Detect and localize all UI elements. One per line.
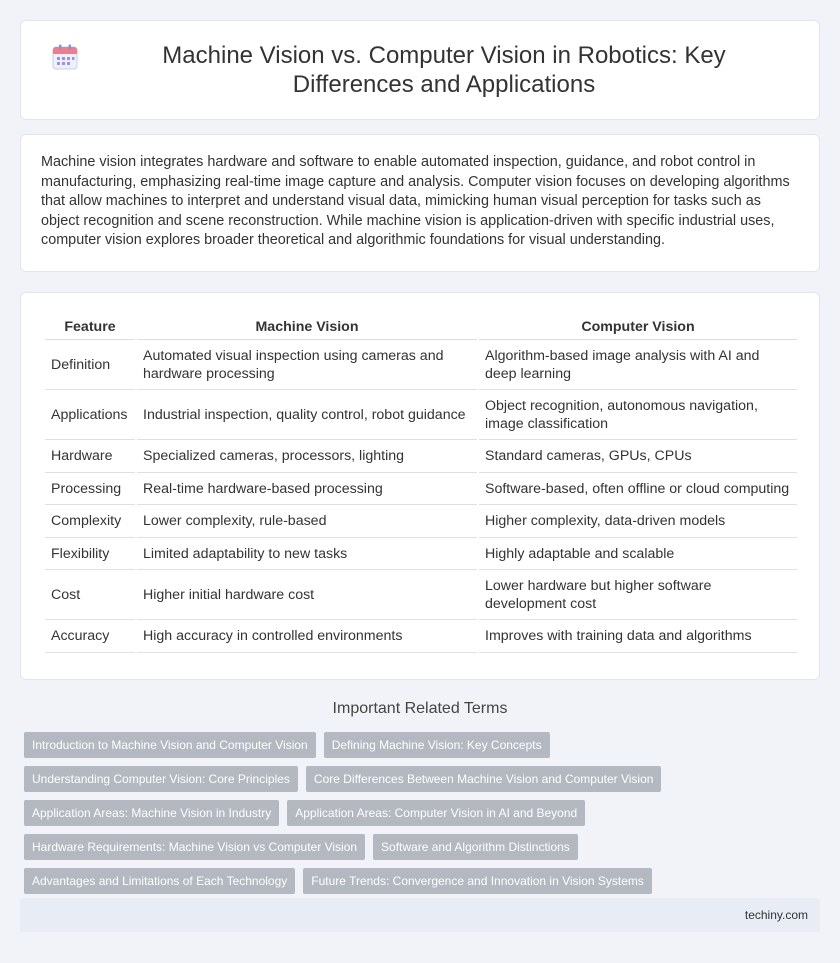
table-row: [45, 572, 797, 620]
machine-vision-cell: Higher initial hardware cost: [137, 572, 477, 620]
table-row: [45, 342, 797, 390]
related-term-tag[interactable]: Advantages and Limitations of Each Technology: [24, 868, 295, 894]
computer-vision-cell: Higher complexity, data-driven models: [479, 507, 797, 538]
related-term-tag[interactable]: Hardware Requirements: Machine Vision vs Computer Vision: [24, 834, 365, 860]
machine-vision-cell: High accuracy in controlled environments: [137, 622, 477, 653]
comparison-table-card: [20, 292, 820, 680]
computer-vision-cell: Object recognition, autonomous navigation, image classification: [479, 392, 797, 440]
related-terms-heading: Important Related Terms: [332, 700, 508, 717]
feature-cell: Processing: [45, 475, 135, 506]
footer: [20, 898, 820, 932]
feature-cell: Definition: [45, 342, 135, 390]
tag-row: [24, 834, 820, 860]
feature-cell: Complexity: [45, 507, 135, 538]
tag-row: [24, 766, 820, 792]
column-header-computer-vision: Computer Vision: [479, 315, 797, 340]
computer-vision-cell: Improves with training data and algorithms: [479, 622, 797, 653]
intro-paragraph: Machine vision integrates hardware and software to enable automated inspection, guidance, and robot control in manufacturing, emphasizing real-time image capture and analysis. Computer vision focuses on developing algorithms that allow machines to interpret and understand visual data, mimicking human visual perception for tasks such as object recognition and scene reconstruction. While machine vision is application-driven with specific industrial uses, computer vision explores broader theoretical and algorithmic foundations for visual understanding.: [41, 154, 790, 249]
table-row: [45, 392, 797, 440]
calendar-icon: [51, 43, 79, 71]
column-header-machine-vision: Machine Vision: [137, 315, 477, 340]
tag-row: [24, 732, 820, 758]
table-row: [45, 442, 797, 473]
column-header-feature: Feature: [45, 315, 135, 340]
related-term-tag[interactable]: Application Areas: Machine Vision in Industry: [24, 800, 279, 826]
machine-vision-cell: Automated visual inspection using cameras and hardware processing: [137, 342, 477, 390]
footer-site-link[interactable]: techiny.com: [744, 908, 808, 922]
related-term-tag[interactable]: Defining Machine Vision: Key Concepts: [324, 732, 550, 758]
header-card: [20, 20, 820, 120]
related-terms-list: [24, 732, 820, 902]
related-term-tag[interactable]: Understanding Computer Vision: Core Principles: [24, 766, 298, 792]
computer-vision-cell: Lower hardware but higher software development cost: [479, 572, 797, 620]
related-term-tag[interactable]: Application Areas: Computer Vision in AI and Beyond: [287, 800, 585, 826]
table-row: [45, 507, 797, 538]
related-term-tag[interactable]: Future Trends: Convergence and Innovation in Vision Systems: [303, 868, 652, 894]
computer-vision-cell: Standard cameras, GPUs, CPUs: [479, 442, 797, 473]
feature-cell: Cost: [45, 572, 135, 620]
table-header-row: [45, 315, 797, 340]
table-row: [45, 540, 797, 571]
intro-card: [20, 134, 820, 272]
machine-vision-cell: Industrial inspection, quality control, robot guidance: [137, 392, 477, 440]
machine-vision-cell: Lower complexity, rule-based: [137, 507, 477, 538]
machine-vision-cell: Real-time hardware-based processing: [137, 475, 477, 506]
tag-row: [24, 868, 820, 894]
machine-vision-cell: Limited adaptability to new tasks: [137, 540, 477, 571]
computer-vision-cell: Algorithm-based image analysis with AI and deep learning: [479, 342, 797, 390]
computer-vision-cell: Highly adaptable and scalable: [479, 540, 797, 571]
table-row: [45, 622, 797, 653]
machine-vision-cell: Specialized cameras, processors, lighting: [137, 442, 477, 473]
related-term-tag[interactable]: Introduction to Machine Vision and Computer Vision: [24, 732, 316, 758]
feature-cell: Flexibility: [45, 540, 135, 571]
feature-cell: Applications: [45, 392, 135, 440]
related-term-tag[interactable]: Core Differences Between Machine Vision and Computer Vision: [306, 766, 662, 792]
computer-vision-cell: Software-based, often offline or cloud computing: [479, 475, 797, 506]
page-title: Machine Vision vs. Computer Vision in Robotics: Key Differences and Applications: [162, 42, 726, 98]
tag-row: [24, 800, 820, 826]
comparison-table: [43, 313, 799, 655]
table-row: [45, 475, 797, 506]
feature-cell: Hardware: [45, 442, 135, 473]
related-term-tag[interactable]: Software and Algorithm Distinctions: [373, 834, 578, 860]
feature-cell: Accuracy: [45, 622, 135, 653]
